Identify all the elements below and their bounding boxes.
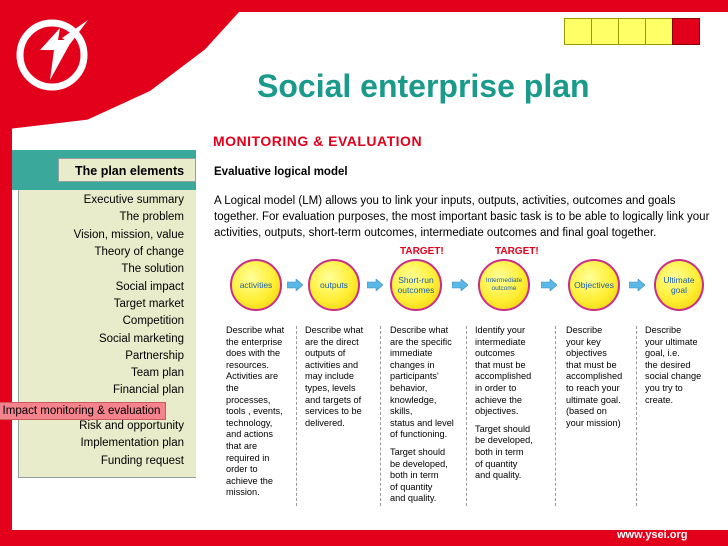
nav-item[interactable]: The solution bbox=[121, 263, 184, 275]
description-line: Describe what bbox=[305, 325, 364, 335]
subheading: Evaluative logical model bbox=[214, 166, 348, 178]
nav-item[interactable]: Social impact bbox=[115, 281, 184, 293]
target-label-short-run: TARGET! bbox=[400, 246, 444, 257]
description-line: does with the bbox=[226, 348, 281, 359]
stage-label bbox=[574, 280, 614, 290]
description-line: delivered. bbox=[305, 417, 345, 428]
description-line: Describe what bbox=[226, 325, 285, 335]
section-title: MONITORING & EVALUATION bbox=[213, 133, 423, 149]
stage-label-line: Objectives bbox=[574, 280, 614, 290]
description-line: in order to bbox=[475, 382, 517, 393]
description-line: status and level bbox=[390, 417, 454, 428]
progress-box bbox=[672, 18, 700, 45]
description-line: the bbox=[226, 382, 239, 393]
panel-body bbox=[2, 190, 196, 478]
description-line: your ultimate bbox=[645, 336, 698, 347]
description-line: processes, bbox=[226, 394, 271, 405]
stage-label-line: Short-run bbox=[398, 275, 434, 285]
description-line: objectives bbox=[566, 348, 607, 359]
stage-circle bbox=[568, 259, 620, 311]
description-line: Target should bbox=[390, 446, 446, 457]
description-line: Describe what bbox=[390, 325, 449, 335]
description-line: goal, i.e. bbox=[645, 348, 680, 359]
nav-item[interactable]: Theory of change bbox=[94, 246, 184, 258]
description-line: that must be bbox=[566, 359, 617, 370]
stage-label bbox=[398, 275, 435, 295]
description-line: your key bbox=[566, 336, 601, 347]
description-line: knowledge, bbox=[390, 394, 437, 405]
description-line: that are bbox=[226, 440, 258, 451]
stage-label-line: goal bbox=[670, 285, 688, 295]
arrow-right-icon bbox=[287, 279, 303, 291]
description-line: and quality. bbox=[475, 470, 522, 481]
stage-label bbox=[240, 280, 273, 290]
nav-item[interactable]: Partnership bbox=[125, 350, 184, 362]
description-line: the enterprise bbox=[226, 336, 283, 347]
progress-box bbox=[645, 18, 673, 45]
stage-description bbox=[645, 325, 701, 406]
nav-item[interactable]: Social marketing bbox=[98, 333, 184, 345]
progress-box bbox=[591, 18, 619, 45]
description-line: are the specific bbox=[390, 336, 452, 347]
description-line: achieve the bbox=[475, 394, 522, 405]
stage-description bbox=[475, 325, 533, 482]
arrow-right-icon bbox=[452, 279, 468, 291]
nav-item[interactable]: Vision, mission, value bbox=[73, 229, 184, 241]
description-line: both in term bbox=[390, 470, 439, 481]
nav-item[interactable]: The problem bbox=[119, 211, 184, 223]
nav-item[interactable]: Risk and opportunity bbox=[79, 420, 184, 432]
description-line: Describe bbox=[566, 325, 603, 335]
description-line: create. bbox=[645, 394, 674, 405]
description-line: be developed, bbox=[475, 435, 533, 446]
description-line: Describe bbox=[645, 325, 682, 335]
stage-label bbox=[663, 275, 694, 295]
stage-circle bbox=[308, 259, 360, 311]
nav-item[interactable]: Implementation plan bbox=[80, 437, 184, 449]
description-line: of functioning. bbox=[390, 429, 448, 440]
page-title: Social enterprise plan bbox=[257, 68, 590, 104]
stage-circle bbox=[654, 259, 704, 311]
description-line: outcomes bbox=[475, 348, 515, 359]
description-line: and targets of bbox=[305, 394, 362, 405]
nav-item[interactable]: Competition bbox=[122, 315, 184, 327]
stage-description bbox=[226, 325, 284, 499]
description-line: Identify your bbox=[475, 325, 526, 335]
description-line: and quality. bbox=[390, 493, 437, 504]
plan-elements-panel bbox=[2, 150, 196, 480]
description-line: services to be bbox=[305, 406, 362, 417]
stage-label-line: outcomes bbox=[397, 285, 435, 295]
description-line: may include bbox=[305, 371, 355, 382]
description-line: be developed, bbox=[390, 458, 448, 469]
description-line: types, levels bbox=[305, 382, 356, 393]
stage-circle bbox=[390, 259, 442, 311]
description-line: behavior, bbox=[390, 382, 428, 393]
stage-description bbox=[390, 325, 454, 505]
stage-circle bbox=[230, 259, 282, 311]
nav-item[interactable]: Target market bbox=[113, 298, 184, 310]
description-line: skills, bbox=[390, 406, 413, 417]
description-line: Activities are bbox=[226, 371, 279, 382]
stage-circle bbox=[478, 259, 530, 311]
column-divider bbox=[466, 326, 467, 506]
description-line: objectives. bbox=[475, 406, 519, 417]
stage-description bbox=[305, 325, 363, 429]
progress-box bbox=[618, 18, 646, 45]
stage-label bbox=[320, 280, 348, 290]
column-divider bbox=[380, 326, 381, 506]
stage-label-line: activities bbox=[239, 280, 273, 290]
description-line: that must be bbox=[475, 359, 526, 370]
column-divider bbox=[296, 326, 297, 506]
arrow-right-icon bbox=[541, 279, 557, 291]
nav-item[interactable]: Financial plan bbox=[113, 384, 184, 396]
progress-indicator bbox=[565, 18, 700, 45]
description-line: intermediate bbox=[475, 336, 526, 347]
description-line: your mission) bbox=[566, 417, 621, 428]
panel-header-label: The plan elements bbox=[75, 164, 185, 178]
description-line: accomplished bbox=[475, 371, 532, 382]
column-divider bbox=[636, 326, 637, 506]
description-line: (based on bbox=[566, 406, 607, 417]
description-line: order to bbox=[226, 464, 258, 475]
description-line: changes in bbox=[390, 359, 435, 370]
stage-label-line: outcome bbox=[491, 285, 517, 292]
description-line: immediate bbox=[390, 348, 433, 359]
target-label-intermediate: TARGET! bbox=[495, 246, 539, 257]
description-line: to reach your bbox=[566, 382, 620, 393]
arrow-right-icon bbox=[629, 279, 645, 291]
description-line: social change bbox=[645, 371, 702, 382]
description-line: and actions bbox=[226, 429, 273, 440]
description-line: technology, bbox=[226, 417, 273, 428]
description-line: the desired bbox=[645, 359, 691, 370]
description-line: both in term bbox=[475, 446, 524, 457]
description-line: achieve the bbox=[226, 475, 273, 486]
panel-header bbox=[12, 150, 196, 190]
description-line: required in bbox=[226, 452, 270, 463]
column-divider bbox=[555, 326, 556, 506]
stage-label-line: Intermediate bbox=[485, 277, 523, 284]
stage-label-line: outputs bbox=[320, 280, 348, 290]
footer-url[interactable]: www.ysei.org bbox=[617, 529, 688, 541]
nav-item[interactable]: Impact monitoring & evaluation bbox=[0, 402, 166, 420]
description-line: of quantity bbox=[390, 481, 433, 492]
stage-description bbox=[566, 325, 622, 429]
description-line: ultimate goal. bbox=[566, 394, 621, 405]
description-line: mission. bbox=[226, 487, 260, 498]
progress-box bbox=[564, 18, 592, 45]
arrow-right-icon bbox=[367, 279, 383, 291]
description-line: participants' bbox=[390, 371, 439, 382]
intro-paragraph: A Logical model (LM) allows you to link your inputs, outputs, activities, outcomes and goals together. For evaluation purposes, the most important basic task is to be able to logically link your activities, outputs, short-term outcomes, intermediate outcomes and final goal together. bbox=[214, 195, 710, 239]
description-line: accomplished bbox=[566, 371, 623, 382]
description-line: are the direct bbox=[305, 336, 359, 347]
description-line: of quantity bbox=[475, 458, 518, 469]
description-line: activities and bbox=[305, 359, 359, 370]
panel-header-tab bbox=[58, 158, 196, 182]
nav-item[interactable]: Executive summary bbox=[83, 194, 184, 206]
description-line: resources. bbox=[226, 359, 269, 370]
description-line: tools , events, bbox=[226, 406, 283, 417]
description-line: outputs of bbox=[305, 348, 346, 359]
description-line: you try to bbox=[645, 382, 683, 393]
nav-item[interactable]: Funding request bbox=[100, 455, 184, 467]
stage-label bbox=[486, 277, 522, 293]
nav-item[interactable]: Team plan bbox=[130, 367, 184, 379]
stage-label-line: Ultimate bbox=[663, 275, 695, 285]
ysei-logo-icon bbox=[10, 10, 100, 100]
description-line: Target should bbox=[475, 423, 531, 434]
